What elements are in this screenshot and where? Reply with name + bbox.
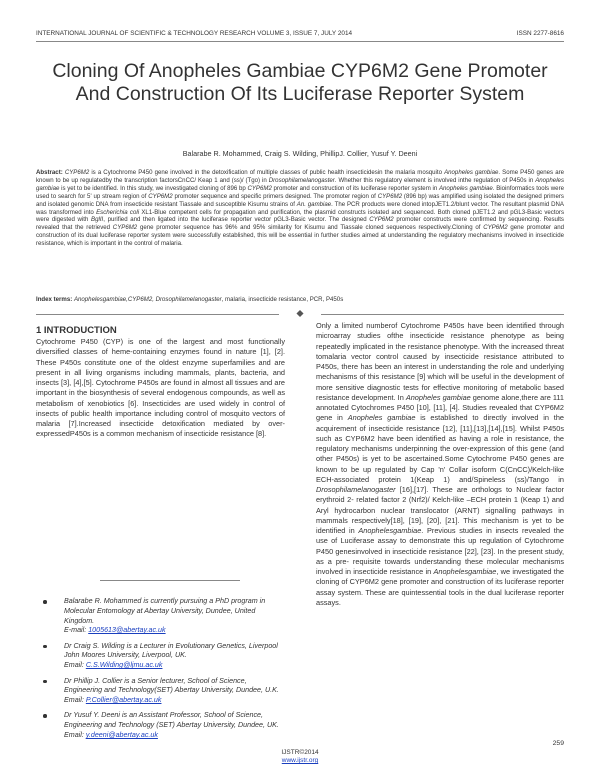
intro-paragraph-1: Cytochrome P450 (CYP) is one of the largest and most functionally diversified classes of heme-containing enzymes found in nature [1], [2]. These P450s constitute one of the oldest enzyme superfamilies and are present in all living organisms including mammals, plants, bacteria, and insects [3], [4],[5]. Cytochrome P450s are found in almost all tissues and are important in the biosynthesis of several endogenous compounds, as well as metabolism of xenobiotics [6]. Insecticides are used widely in control of insects of public health importance including control of mosquito vectors of malaria [7].Increased insecticide detoxification mediated by over-expressedP450s is a common mechanism of insecticide resistance [8]. — [36, 337, 285, 439]
diamond-icon — [296, 310, 303, 317]
paper-title: Cloning Of Anopheles Gambiae CYP6M2 Gene Promoter And Construction Of Its Luciferase Reporter System — [52, 60, 548, 105]
author-footnotes — [36, 597, 286, 746]
bullet-icon — [43, 645, 47, 649]
bullet-icon — [43, 680, 47, 684]
footnote-item: Balarabe R. Mohammed is currently pursuing a PhD program in Molecular Entomology at Abertay University, Dundee, United Kingdom. E-mail: 1005613@abertay.ac.uk — [36, 597, 286, 636]
page-footer — [0, 749, 600, 765]
section-divider — [36, 311, 564, 317]
footnote-item: Dr Yusuf Y. Deeni is an Assistant Professor, School of Science, Engineering and Technology (SET) Abertay University, Dundee, UK. Email: y.deeni@abertay.ac.uk — [36, 711, 286, 740]
author-list: Balarabe R. Mohammed, Craig S. Wilding, PhillipJ. Collier, Yusuf Y. Deeni — [182, 149, 418, 158]
index-terms: Index terms: Anophelesgambiae,CYP6M2, Drosophilamelanogaster, malaria, insecticide resistance, PCR, P450s — [36, 296, 344, 303]
running-header — [36, 30, 564, 37]
email-link[interactable]: C.S.Wilding@ljmu.ac.uk — [85, 661, 163, 670]
intro-paragraph-2: Only a limited numberof Cytochrome P450s have been identified through microarray studies ofthe insecticide resistance phenotype as being repeatedly implicated in the resistance phenotype. With the increased threat tomalaria vector control caused by insecticide resistance attributed to P450s, there has been an interest in understanding the role and underlying mechanisms of this resistance [9] which will be useful in the development of more sensitive diagnostic tests for effective monitoring of metabolic based resistance development. In Anopheles gambiae genome alone,there are 111 annotated Cytochromes P450 [10], [11], [4]. Studies revealed that CYP6M2 gene in Anopheles gambiae is established to directly involved in the acquirement of insecticide resistance [12], [11],[13],[14],[15]. Whilst P450s such as CYP6M2 have been identified as having a role in resistance, the regulatory mechanisms underpinning the over-expression of this gene (and other P450s) is yet to be ascertained.Some Cytochrome P450 genes are known to be up regulated by Cap 'n' Collar isoform C(CnCC)/Kelch-like ECH-associated protein 1(Keap 1) and/Spineless (ss)/Tango in Drosophilamelanogaster [16],[17]. These are orthologs to Nuclear factor erythroid 2- related factor 2 (Nrf2)/ Kelch-like –ECH protein 1 (Keap 1) and Aryl hydrocarbon nuclear translocator (ARNT) signalling pathways in mammals respectively[18], [19], [20], [21]. This mechanism is yet to be identified in Anophelesgambiae. Previous studies in insects revealed the use of Luciferase assay to demonstrate this up regulation of Cytochrome P450 genesinvolved in insecticide resistance [22], [23]. In the present study, as a pre- requisite towards understanding these molecular mechanisms involved in insecticide resistance in Anophelesgambiae, we investigated the cloning of CYP6M2 gene promoter and construction of its luciferase reporter assay system. These are quintessential tools in the dual luciferase reporter assays. — [316, 321, 565, 607]
footnote-item: Dr Craig S. Wilding is a Lecturer in Evolutionary Genetics, Liverpool John Moores University, Liverpool, UK. Email: C.S.Wilding@ljmu.ac.uk — [36, 642, 286, 671]
bullet-icon — [43, 600, 47, 604]
index-terms-label: Index terms: — [36, 296, 73, 303]
abstract-label: Abstract: — [36, 169, 63, 176]
footnote-item: Dr Phillip J. Collier is a Senior lecturer, School of Science, Engineering and Technology(SET) Abertay University, Dundee, U.K. Email: P.Collier@abertay.ac.uk — [36, 677, 286, 706]
divider-line-right — [321, 314, 564, 315]
issn: ISSN 2277-8616 — [516, 30, 564, 37]
left-column — [36, 321, 285, 440]
header-rule — [36, 41, 564, 42]
divider-line-left — [36, 314, 279, 315]
abstract: Abstract: CYP6M2 is a Cytochrome P450 gene involved in the detoxification of multiple classes of public health insecticidesin the malaria mosquito Anopheles gambiae. Some P450 genes are known to be up regulatedby the transcription factorsCnCC/ Keap 1 and (ss)/ (Tgo) in Drosophilamelanogaster. Whether this regulatory element is involved inthe regulation of P450s in Anopheles gambiae is yet to be identified. In this study, we investigated cloning of 896 bp CYP6M2 promoter and construction of its luciferase reporter system in Anopheles gambiae. Bioinformatics tools were used to search for 5' up stream region of CYP6M2 promoter sequence and specific primers designed. The promoter region of CYP6M2 (896 bp) was amplified using isolated the designed primers and isolated genomic DNA from insecticide resistant Tiassale and susceptible Kisumu strains of An. gambiae. The PCR products were cloned intopJET1.2/blunt vector. The resultant plasmid DNA was transformed into Escherichia coli XL1-Blue competent cells for propagation and purification, the plasmid constructs isolated and sequenced. Both cloned pJET1.2 and pGL3-Basic vectors were digested with BglII, purified and then ligated into the luciferase reporter vector pGL3-Basic vector. The designed CYP6M2 promoter constructs were confirmed by sequencing. Results revealed that the retrieved CYP6M2 gene promoter sequence has 96% and 95% similarity for Kisumu and Tiassale cloned sequences respectively.Cloning of CYP6M2 gene promoter and construction of its dual luciferase reporter system were successfully established, this will be essential in further studies aimed at understanding the regulatory mechanisms involved in insecticide resistance, which is important in the control of malaria. — [36, 169, 565, 248]
email-link[interactable]: y.deeni@abertay.ac.uk — [85, 731, 158, 740]
bullet-icon — [43, 714, 47, 718]
footer-journal-id: IJSTR©2014 — [281, 749, 319, 756]
email-link[interactable]: 1005613@abertay.ac.uk — [88, 626, 166, 635]
email-link[interactable]: P.Collier@abertay.ac.uk — [85, 696, 162, 705]
section-heading-introduction: 1 INTRODUCTION — [36, 325, 117, 336]
footer-website-link[interactable]: www.ijstr.org — [281, 757, 319, 764]
footnote-rule — [100, 580, 240, 581]
right-column — [316, 321, 564, 608]
journal-name: INTERNATIONAL JOURNAL OF SCIENTIFIC & TECHNOLOGY RESEARCH VOLUME 3, ISSUE 7, JULY 2014 — [36, 30, 353, 37]
page-number: 259 — [552, 740, 564, 747]
